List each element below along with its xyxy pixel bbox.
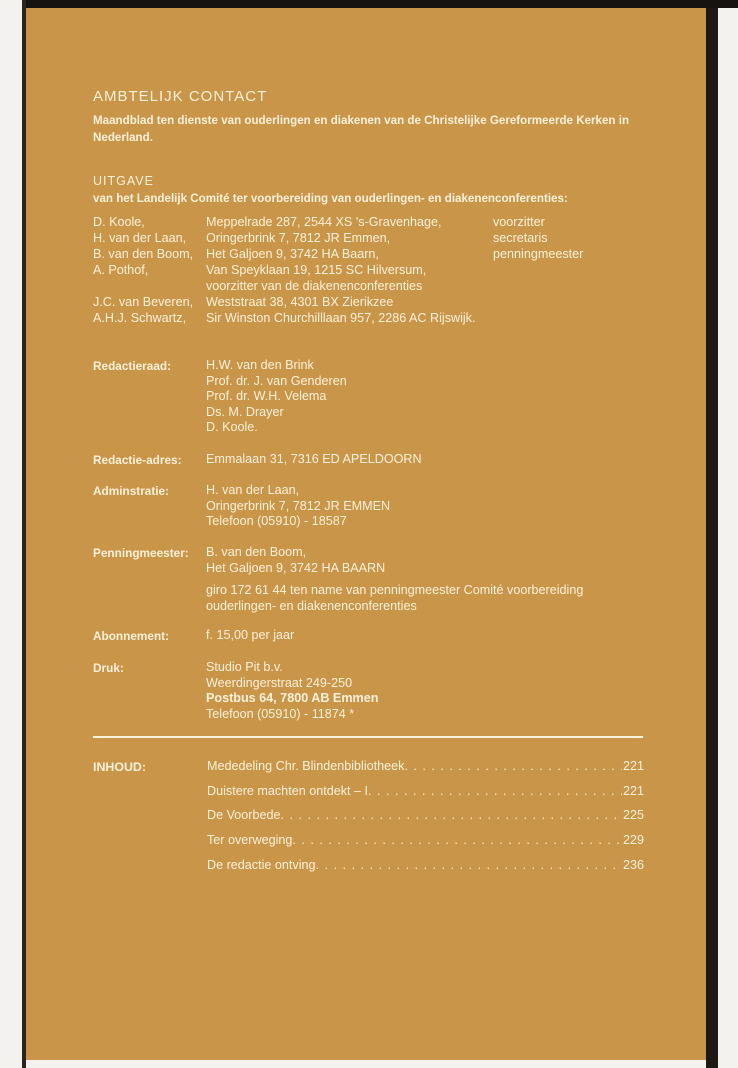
toc-page: 221 [622, 759, 644, 773]
member-name: D. Koole, [93, 215, 145, 229]
toc-page: 236 [622, 858, 644, 872]
druk-label: Druk: [93, 661, 124, 675]
toc-title: De redactie ontving [207, 858, 316, 872]
redactie-adres-label: Redactie-adres: [93, 453, 182, 467]
redactie-adres-value: Emmalaan 31, 7316 ED APELDOORN [206, 452, 422, 466]
penningmeester-line: Het Galjoen 9, 3742 HA BAARN [206, 560, 386, 575]
editor-name: H.W. van den Brink [206, 358, 314, 372]
administratie-label: Adminstratie: [93, 484, 170, 498]
editor-name: Prof. dr. W.H. Velema [206, 389, 327, 404]
toc-leader-dots [292, 833, 622, 847]
toc-title: Ter overweging [207, 833, 293, 847]
toc-page: 225 [622, 808, 644, 822]
editor-name: Prof. dr. J. van Genderen [206, 373, 347, 388]
editor-name: Ds. M. Drayer [206, 404, 284, 419]
administratie-line: Telefoon (05910) - 18587 [206, 514, 347, 529]
member-role: voorzitter [493, 215, 545, 229]
toc-leader-dots [404, 759, 622, 773]
member-name: J.C. van Beveren, [93, 295, 194, 309]
toc-item[interactable] [207, 858, 644, 872]
giro-line: giro 172 61 44 ten name van penningmeester Comité voorbereiding [206, 583, 584, 597]
member-address: Van Speyklaan 19, 1215 SC Hilversum, [206, 263, 427, 277]
member-role: penningmeester [493, 247, 584, 261]
toc-item[interactable] [207, 808, 644, 822]
giro-line: ouderlingen- en diakenenconferenties [206, 598, 417, 613]
scan-edge-top [22, 0, 738, 8]
publisher-heading: UITGAVE [93, 174, 154, 188]
publisher-addresses [206, 214, 475, 326]
scan-edge-right [706, 8, 718, 1068]
member-name: A. Pothof, [93, 263, 149, 277]
member-role: secretaris [493, 231, 548, 245]
penningmeester-line: B. van den Boom, [206, 545, 307, 559]
member-name: B. van den Boom, [93, 247, 194, 261]
redactieraad-label: Redactieraad: [93, 359, 172, 373]
section-divider [93, 736, 643, 738]
cover-page [26, 8, 706, 1060]
publisher-intro: van het Landelijk Comité ter voorbereiding van ouderlingen- en diakenenconferenties: [93, 192, 568, 205]
giro-note [206, 583, 583, 614]
abonnement-value: f. 15,00 per jaar [206, 628, 295, 642]
druk-value [206, 660, 378, 722]
toc-item[interactable] [207, 784, 644, 798]
member-name: H. van der Laan, [93, 231, 187, 245]
member-address: Weststraat 38, 4301 BX Zierikzee [206, 295, 394, 309]
administratie-value [206, 483, 390, 530]
druk-line: Studio Pit b.v. [206, 660, 283, 674]
toc-item[interactable] [207, 833, 644, 847]
abonnement-label: Abonnement: [93, 629, 170, 643]
druk-phone: Telefoon (05910) - 11874 * [206, 706, 355, 721]
member-address: Meppelrade 287, 2544 XS 's-Gravenhage, [206, 215, 442, 229]
publisher-roles [493, 214, 583, 262]
magazine-title: AMBTELIJK CONTACT [93, 88, 268, 105]
publisher-names [93, 214, 193, 326]
toc-leader-dots [281, 808, 622, 822]
toc-page: 229 [622, 833, 644, 847]
druk-postbus: Postbus 64, 7800 AB Emmen [206, 691, 379, 706]
penningmeester-label: Penningmeester: [93, 546, 189, 560]
administratie-line: Oringerbrink 7, 7812 JR EMMEN [206, 498, 391, 513]
administratie-line: H. van der Laan, [206, 483, 300, 497]
contents-label: INHOUD: [93, 760, 146, 774]
member-name [93, 278, 193, 294]
member-name: A.H.J. Schwartz, [93, 311, 187, 325]
toc-item[interactable] [207, 759, 644, 773]
redactieraad-list [206, 358, 347, 436]
magazine-subtitle: Maandblad ten dienste van ouderlingen en diakenen van de Christelijke Gereformeerde Kerken in Nederland. [93, 114, 630, 144]
member-address: Het Galjoen 9, 3742 HA Baarn, [206, 247, 379, 261]
member-address: Sir Winston Churchilllaan 957, 2286 AC Rijswijk. [206, 311, 476, 325]
toc-title: De Voorbede [207, 808, 281, 822]
toc-title: Duistere machten ontdekt – I [207, 784, 369, 798]
member-address: voorzitter van de diakenenconferenties [206, 279, 423, 293]
toc-title: Mededeling Chr. Blindenbibliotheek [207, 759, 405, 773]
druk-line: Weerdingerstraat 249-250 [206, 675, 353, 690]
toc-leader-dots [316, 858, 622, 872]
toc-leader-dots [368, 784, 622, 798]
penningmeester-value [206, 545, 385, 576]
editor-name: D. Koole. [206, 420, 258, 435]
member-address: Oringerbrink 7, 7812 JR Emmen, [206, 231, 391, 245]
toc-page: 221 [622, 784, 644, 798]
